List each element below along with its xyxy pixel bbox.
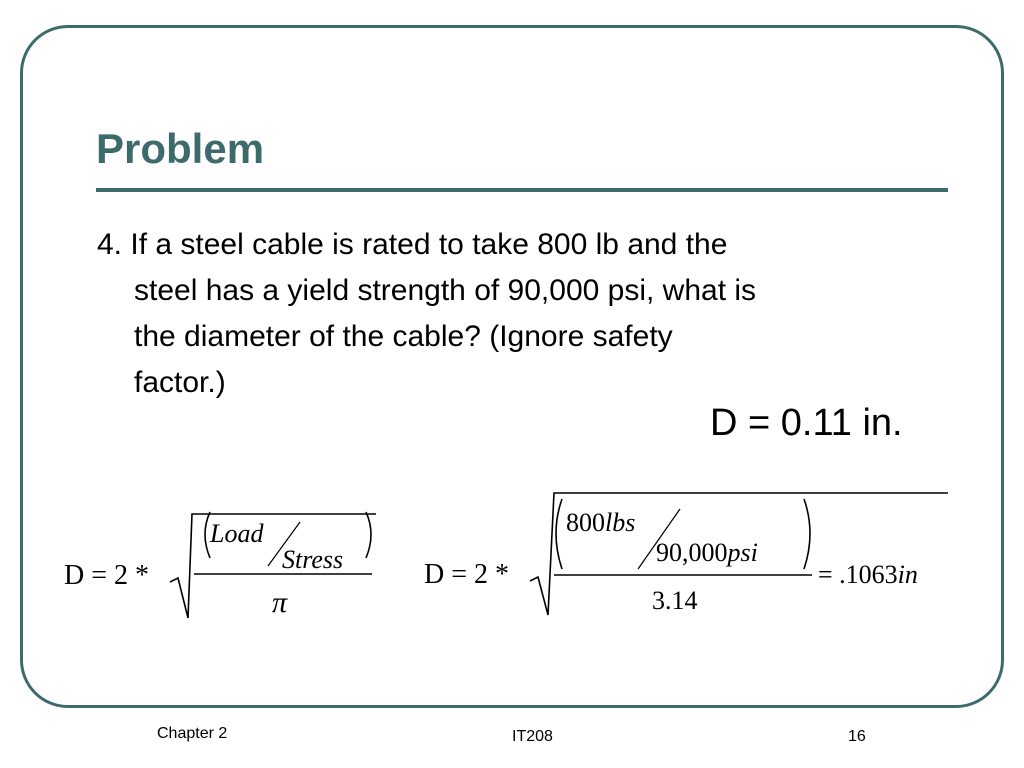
answer-text: D = 0.11 in. <box>710 402 903 444</box>
problem-line-4: factor.) <box>134 366 226 399</box>
formula-left-paren-close <box>366 512 371 558</box>
formula-right-graphic <box>420 485 950 625</box>
formula-right-lhs: D = 2 * <box>424 559 510 590</box>
problem-line-2: steel has a yield strength of 90,000 psi, what is <box>134 274 757 307</box>
slide-title: Problem <box>96 125 265 172</box>
problem-line-3: the diameter of the cable? (Ignore safety <box>134 320 673 353</box>
footer-course: IT208 <box>512 728 553 745</box>
footer-chapter: Chapter 2 <box>157 725 228 742</box>
formula-right-paren-close <box>804 499 810 569</box>
formula-right-result: = .1063in <box>818 560 918 589</box>
formula-right-denominator: 3.14 <box>652 586 698 615</box>
footer-page-number: 16 <box>848 728 866 745</box>
problem-line-1: 4. If a steel cable is rated to take 800 lb and the <box>97 228 728 261</box>
problem-text <box>97 222 947 406</box>
formula-right-paren-open <box>556 499 562 569</box>
formula-left-lhs: D = 2 * <box>64 560 150 591</box>
formula-right <box>420 485 950 625</box>
formula-left-denominator: π <box>272 586 288 619</box>
formula-left-numerator-bottom: Stress <box>282 545 344 574</box>
formula-left <box>60 500 390 630</box>
formula-right-top-num: 800lbs <box>566 508 636 537</box>
formula-left-numerator-top: Load <box>210 519 264 548</box>
formula-right-bottom-num: 90,000psi <box>656 538 758 567</box>
formula-left-graphic <box>60 500 390 630</box>
title-divider <box>96 188 948 192</box>
